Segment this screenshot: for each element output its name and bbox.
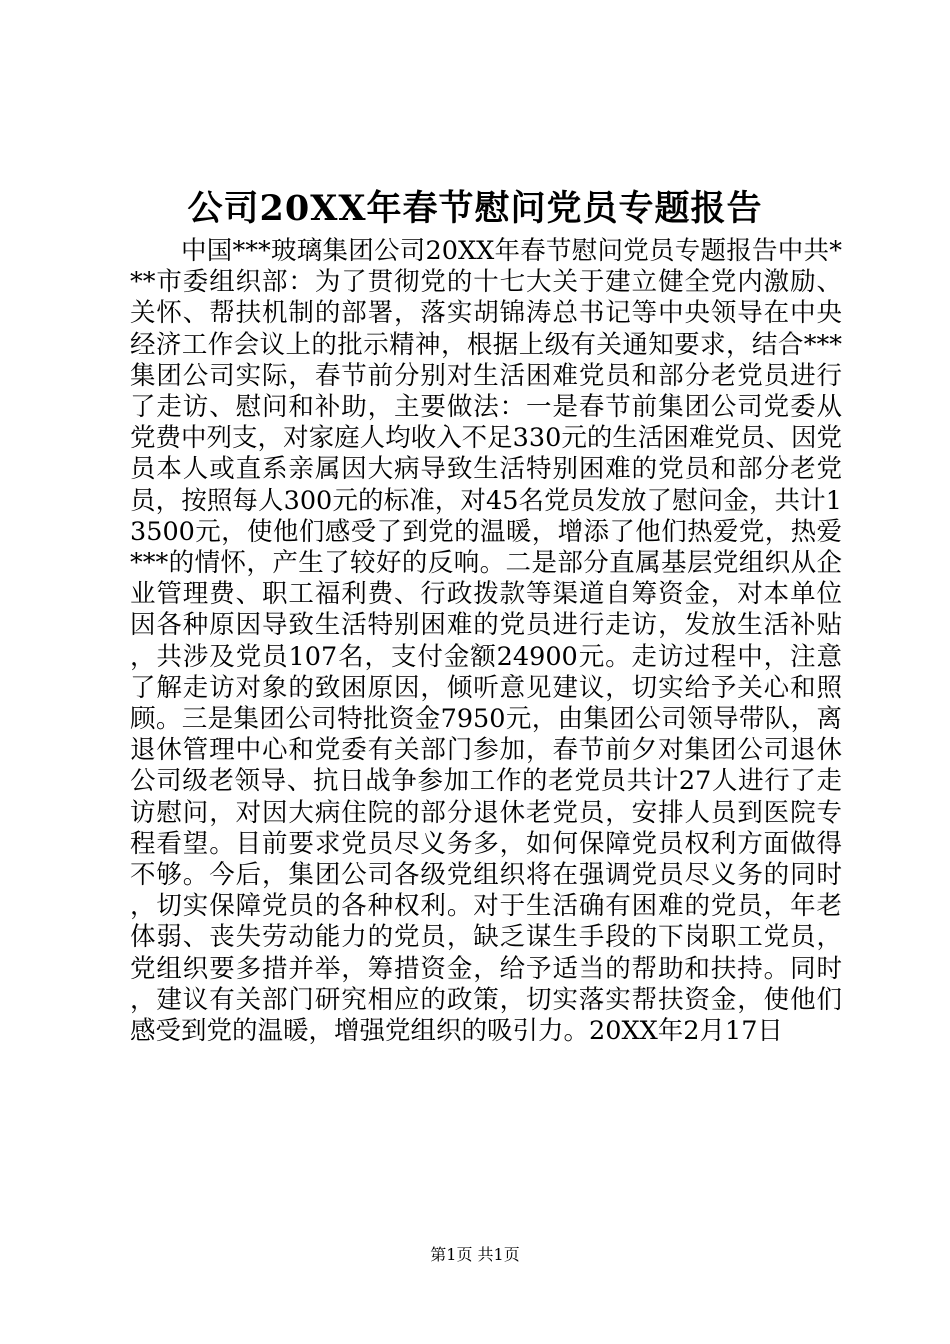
- page-number-footer: 第1页 共1页: [430, 1245, 520, 1264]
- document-body-paragraph: 中国***玻璃集团公司20XX年春节慰问党员专题报告中共***市委组织部：为了贯彻党的十七大关于建立健全党内激励、关怀、帮扶机制的部署，落实胡锦涛总书记等中央领导在中央经济工作会议上的批示精神，根据上级有关通知要求，结合***集团公司实际，春节前分别对生活困难党员和部分老党员进行了走访、慰问和补助，主要做法：一是春节前集团公司党委从党费中列支，对家庭人均收入不足330元的生活困难党员、因党员本人或直系亲属因大病导致生活特别困难的党员和部分老党员，按照每人300元的标准，对45名党员发放了慰问金，共计13500元，使他们感受了到党的温暖，增添了他们热爱党，热爱***的情怀，产生了较好的反响。二是部分直属基层党组织从企业管理费、职工福利费、行政拨款等渠道自筹资金，对本单位因各种原因导致生活特别困难的党员进行走访，发放生活补贴，共涉及党员107名，支付金额24900元。走访过程中，注意了解走访对象的致困原因，倾听意见建议，切实给予关心和照顾。三是集团公司特批资金7950元，由集团公司领导带队，离退休管理中心和党委有关部门参加，春节前夕对集团公司退休公司级老领导、抗日战争参加工作的老党员共计27人进行了走访慰问，对因大病住院的部分退休老党员，安排人员到医院专程看望。目前要求党员尽义务多，如何保障党员权利方面做得不够。今后，集团公司各级党组织将在强调党员尽义务的同时，切实保障党员的各种权利。对于生活确有困难的党员，年老体弱、丧失劳动能力的党员，缺乏谋生手段的下岗职工党员，党组织要多措并举，筹措资金，给予适当的帮助和扶持。同时，建议有关部门研究相应的政策，切实落实帮扶资金，使他们感受到党的温暖，增强党组织的吸引力。20XX年2月17日: [130, 236, 842, 1047]
- document-title: 公司20XX年春节慰问党员专题报告: [187, 188, 763, 229]
